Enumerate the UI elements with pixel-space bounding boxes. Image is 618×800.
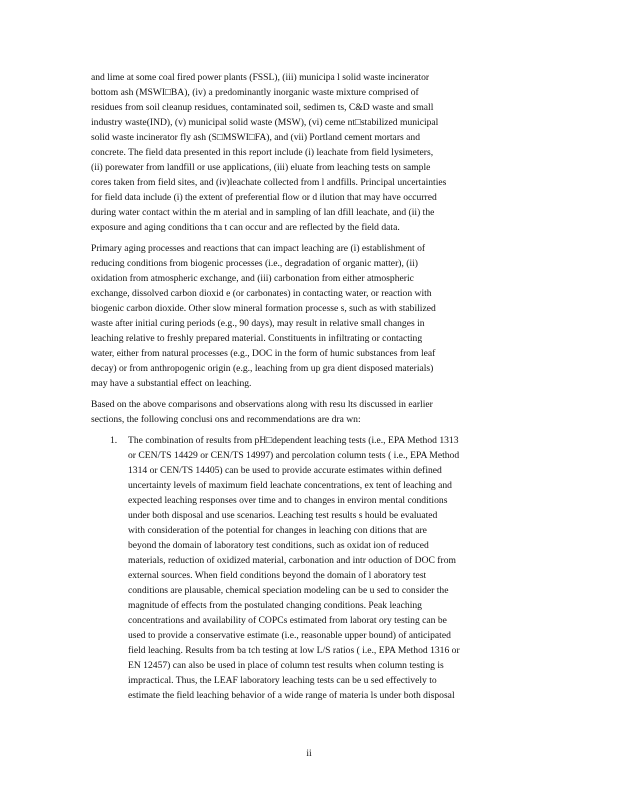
- text-line: leaching relative to freshly prepared material. Constituents in infiltrating or contacting: [91, 333, 423, 344]
- list-marker: 1.: [110, 435, 118, 446]
- text-line: expected leaching responses over time and to changes in environ mental conditions: [128, 495, 448, 506]
- text-line: sections, the following conclusi ons and recommendations are dra wn:: [91, 414, 361, 425]
- text-line: industry waste(IND), (v) municipal solid waste (MSW), (vi) ceme nt□stabilized municipal: [91, 117, 439, 128]
- text-line: (ii) porewater from landfill or use applications, (iii) eluate from leaching tests on sample: [91, 162, 431, 173]
- text-line: decay) or from anthropogenic origin (e.g., leaching from up gra dient disposed materials): [91, 363, 434, 374]
- text-line: or CEN/TS 14429 or CEN/TS 14997) and percolation column tests ( i.e., EPA Method: [128, 450, 460, 461]
- conclusions-list: [91, 433, 533, 703]
- text-line: impractical. Thus, the LEAF laboratory leaching tests can be u sed effectively to: [128, 675, 437, 686]
- text-line: 1314 or CEN/TS 14405) can be used to provide accurate estimates within defined: [128, 465, 442, 476]
- text-line: solid waste incinerator fly ash (S□MSWI□FA), and (vii) Portland cement mortars and: [91, 132, 420, 143]
- text-line: waste after initial curing periods (e.g., 90 days), may result in relative small changes in: [91, 318, 425, 329]
- document-page: [91, 70, 533, 703]
- text-line: field leaching. Results from ba tch testing at low L/S ratios ( i.e., EPA Method 1316 or: [128, 645, 460, 656]
- text-line: under both disposal and use scenarios. Leaching test results s hould be evaluated: [128, 510, 438, 521]
- text-line: external sources. When field conditions beyond the domain of l aboratory test: [128, 570, 427, 581]
- text-line: exposure and aging conditions tha t can occur and are reflected by the field data.: [91, 222, 400, 233]
- text-line: concentrations and availability of COPCs estimated from laborat ory testing can be: [128, 615, 447, 626]
- text-line: beyond the domain of laboratory test conditions, such as oxidat ion of reduced: [128, 540, 429, 551]
- text-line: with consideration of the potential for changes in leaching con ditions that are: [128, 525, 427, 536]
- text-line: water, either from natural processes (e.g., DOC in the form of humic substances from leaf: [91, 348, 436, 359]
- paragraph-conclusions-intro: [91, 397, 533, 427]
- text-line: concrete. The field data presented in this report include (i) leachate from field lysimeters,: [91, 147, 434, 158]
- text-line: magnitude of effects from the postulated changing conditions. Peak leaching: [128, 600, 422, 611]
- text-line: Primary aging processes and reactions that can impact leaching are (i) establishment of: [91, 243, 426, 254]
- text-line: materials, reduction of oxidized material, carbonation and intr oduction of DOC from: [128, 555, 456, 566]
- text-line: for field data include (i) the extent of preferential flow or d ilution that may have occurred: [91, 192, 437, 203]
- page-number: ii: [306, 748, 312, 759]
- text-line: biogenic carbon dioxide. Other slow mineral formation processe s, such as with stabilized: [91, 303, 436, 314]
- text-line: reducing conditions from biogenic processes (i.e., degradation of organic matter), (ii): [91, 258, 418, 269]
- text-line: The combination of results from pH□dependent leaching tests (i.e., EPA Method 1313: [128, 435, 459, 446]
- paragraph-waste-types: [91, 70, 533, 235]
- text-line: during water contact within the m aterial and in sampling of lan dfill leachate, and (ii) the: [91, 207, 435, 218]
- text-line: cores taken from field sites, and (iv)leachate collected from l andfills. Principal uncertainties: [91, 177, 447, 188]
- text-line: and lime at some coal fired power plants (FSSL), (iii) municipa l solid waste incinerator: [91, 72, 430, 83]
- list-item: [91, 433, 533, 703]
- text-line: conditions are plausable, chemical speciation modeling can be u sed to consider the: [128, 585, 449, 596]
- text-line: residues from soil cleanup residues, contaminated soil, sedimen ts, C&D waste and small: [91, 102, 434, 113]
- text-line: oxidation from atmospheric exchange, and (iii) carbonation from either atmospheric: [91, 273, 414, 284]
- text-line: Based on the above comparisons and observations along with resu lts discussed in earlier: [91, 399, 433, 410]
- text-line: uncertainty levels of maximum field leachate concentrations, ex tent of leaching and: [128, 480, 452, 491]
- text-line: estimate the field leaching behavior of a wide range of materia ls under both disposal: [128, 690, 455, 701]
- text-line: may have a substantial effect on leaching.: [91, 378, 252, 389]
- text-line: EN 12457) can also be used in place of column test results when column testing is: [128, 660, 444, 671]
- text-line: bottom ash (MSWI□BA), (iv) a predominantly inorganic waste mixture comprised of: [91, 87, 419, 98]
- text-line: used to provide a conservative estimate (i.e., reasonable upper bound) of anticipated: [128, 630, 451, 641]
- paragraph-aging-processes: [91, 241, 533, 391]
- text-line: exchange, dissolved carbon dioxid e (or carbonates) in contacting water, or reaction with: [91, 288, 432, 299]
